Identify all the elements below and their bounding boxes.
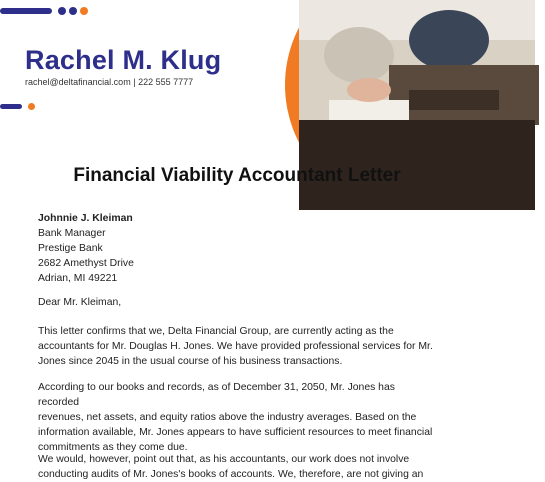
paragraph-2 [38,380,438,455]
paragraph-line: We would, however, point out that, as his accountants, our work does not involve [38,454,410,465]
top-dot-1 [58,7,66,15]
contact-separator: | [133,77,136,87]
letter-title: Financial Viability Accountant Letter [73,165,401,186]
sender-email[interactable]: rachel@deltafinancial.com [25,77,131,87]
paragraph-line: Jones since 2045 in the usual course of his business transactions. [38,356,343,367]
salutation: Dear Mr. Kleiman, [38,297,122,308]
paragraph-line: accountants for Mr. Douglas H. Jones. We have provided professional services for Mr. [38,341,433,352]
header-photo [285,0,545,120]
paragraph-line: revenues, net assets, and equity ratios above the industry averages. Based on the [38,412,417,423]
recipient-line: Prestige Bank [38,243,103,254]
paragraph-line: conducting audits of Mr. Jones's books of accounts. We, therefore, are not giving an [38,469,424,480]
recipient-block [38,211,438,286]
top-dot-2 [69,7,77,15]
header-dot [28,103,35,110]
recipient-name: Johnnie J. Kleiman [38,213,133,224]
paragraph-line: information available, Mr. Jones appears to have sufficient resources to meet financial [38,427,433,438]
recipient-line: Adrian, MI 49221 [38,273,118,284]
header-navy-bar [0,104,22,109]
sender-phone: 222 555 7777 [138,77,194,87]
top-navy-bar [0,8,52,14]
paragraph-line: According to our books and records, as of December 31, 2050, Mr. Jones has recorded [38,382,395,408]
paragraph-line: This letter confirms that we, Delta Financial Group, are currently acting as the [38,326,394,337]
paragraph-3 [38,452,438,482]
recipient-line: Bank Manager [38,228,106,239]
paragraph-1 [38,324,438,369]
paragraph-line: commitments as they come due. [38,442,188,453]
top-dot-3 [80,7,88,15]
sender-contact [25,77,193,87]
sender-name: Rachel M. Klug [25,45,222,75]
recipient-line: 2682 Amethyst Drive [38,258,134,269]
